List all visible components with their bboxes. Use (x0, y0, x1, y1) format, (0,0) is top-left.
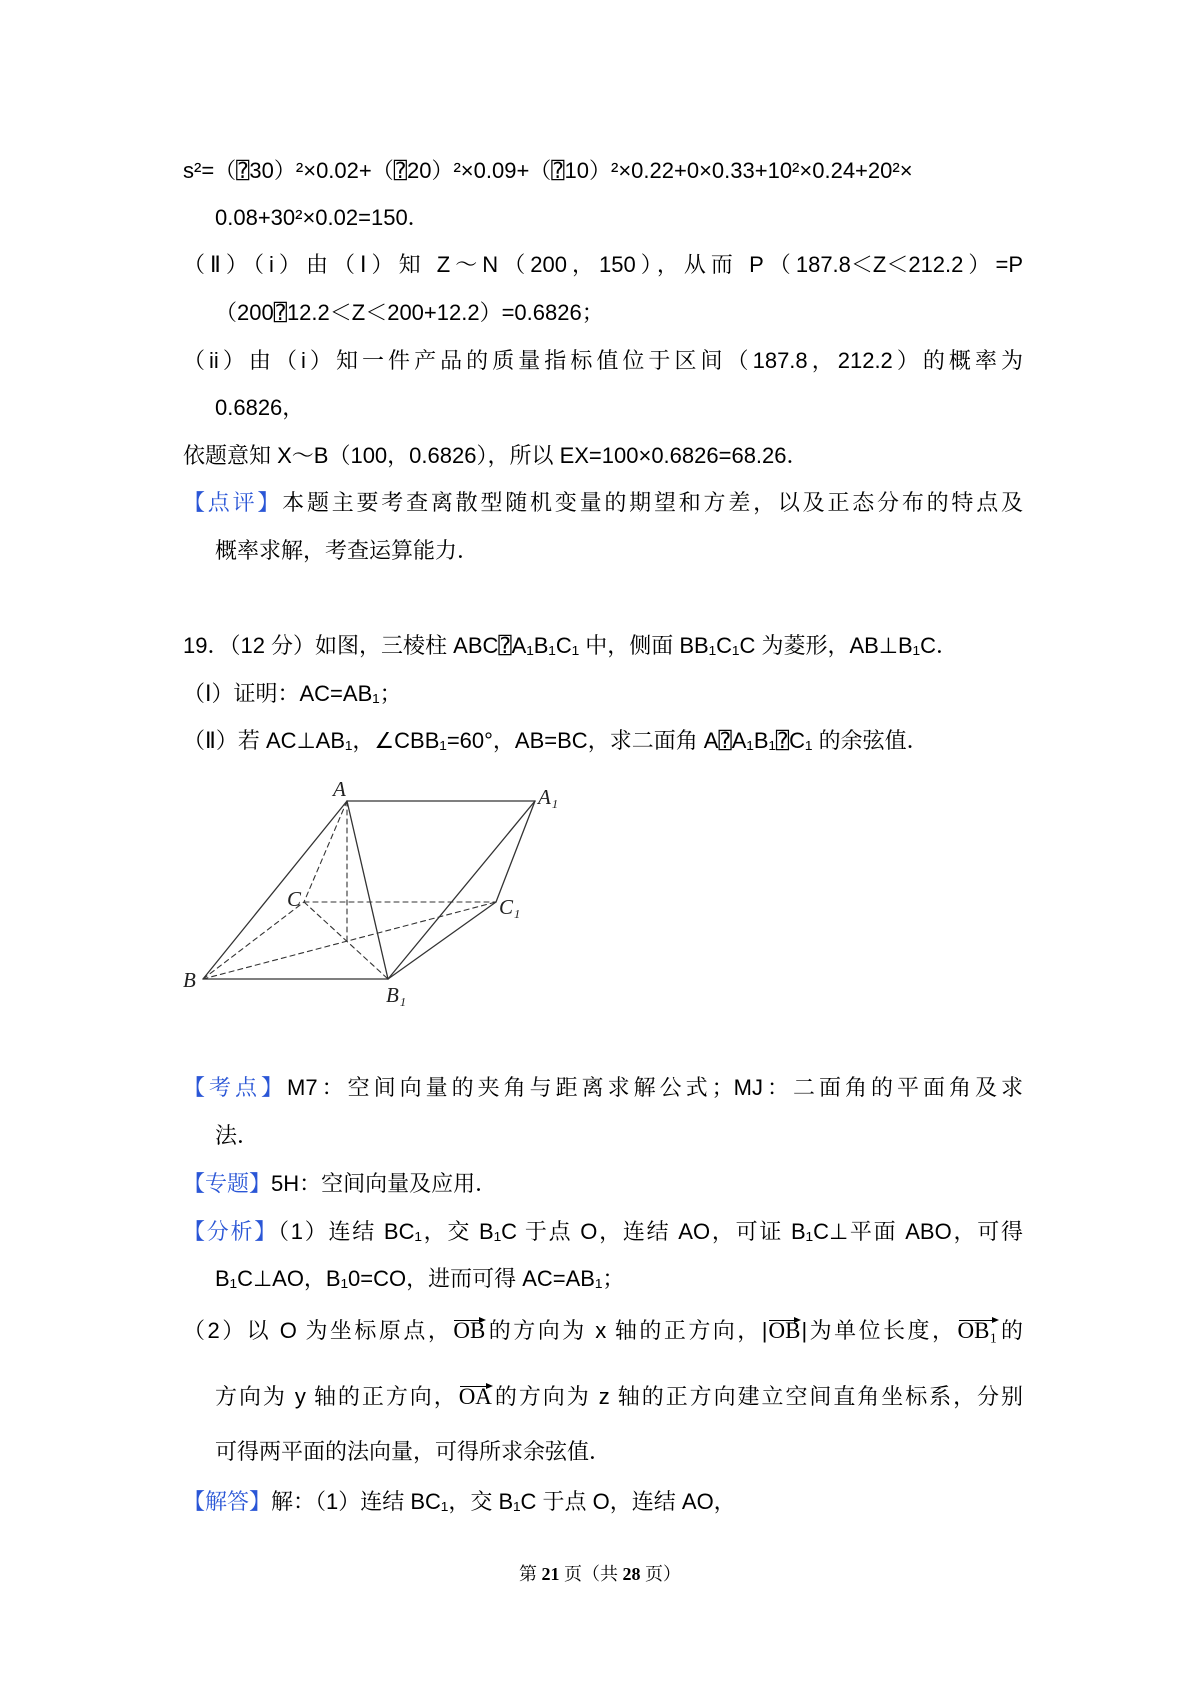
solution-text: 解：（1）连结 BC₁，交 B₁C 于点 O，连结 AO， (271, 1489, 736, 1514)
analysis-step2-line-1 (183, 1316, 1023, 1346)
edge-a-b1 (347, 801, 388, 979)
vector-ob1: OB₁ (957, 1318, 998, 1343)
analysis-line-1 (183, 1217, 1023, 1247)
triangular-prism-figure (160, 770, 590, 1020)
comment-line-2: 概率求解，考查运算能力． (215, 538, 480, 563)
analysis-step2-text: 方向为 y 轴的正方向， (215, 1384, 458, 1409)
comment-label: 【点评】 (183, 490, 283, 515)
vertex-label-a1: A₁ (538, 785, 559, 809)
hidden-diagonal-b-c1 (203, 902, 496, 979)
analysis-step2-text: （2）以 O 为坐标原点， (183, 1318, 453, 1343)
part2-i-line-2: （200⍰12.2＜Z＜200+12.2）=0.6826； (215, 300, 604, 325)
vertex-label-b: B (183, 968, 196, 992)
q19-stem: 19．（12 分）如图，三棱柱 ABC⍰A₁B₁C₁ 中，侧面 BB₁C₁C 为菱形，AB⊥B₁C． (183, 633, 958, 658)
topic-line (183, 1169, 497, 1199)
vertex-label-a: A (333, 777, 346, 801)
hidden-edge-b-c (203, 902, 304, 979)
footer-page-number: 21 (541, 1564, 560, 1584)
analysis-step1-text: （1）连结 BC₁，交 B₁C 于点 O，连结 AO，可证 B₁C⊥平面 ABO，可得 (278, 1219, 1023, 1244)
vector-ob: OB (453, 1318, 486, 1343)
part2-i-line-1: （Ⅱ）（i）由（Ⅰ）知 Z～N（200，150），从而 P（187.8＜Z＜212.2）=P (183, 252, 1023, 277)
key-points-text: M7：空间向量的夹角与距离求解公式；MJ：二面角的平面角及求 (287, 1075, 1023, 1100)
comment-text: 本题主要考查离散型随机变量的期望和方差，以及正态分布的特点及 (282, 490, 1023, 515)
vertex-label-b1: B₁ (386, 983, 407, 1007)
vertex-label-c: C (287, 887, 302, 911)
edge-a1-b1 (388, 801, 535, 979)
footer-suffix: 页） (640, 1564, 681, 1584)
vertex-label-c1: C₁ (499, 895, 521, 919)
key-points-label: 【考点】 (183, 1075, 288, 1100)
hidden-diagonal-c-b1 (304, 902, 388, 979)
analysis-step2-text: 的 (998, 1318, 1023, 1343)
vector-ob-magnitude: OB (768, 1318, 801, 1343)
q19-part-1: （Ⅰ）证明：AC=AB₁； (183, 681, 402, 706)
analysis-label: 【分析】 (183, 1219, 279, 1244)
expectation-line: 依题意知 X～B（100，0.6826），所以 EX=100×0.6826=68.26． (183, 443, 809, 468)
edge-a-b (203, 801, 347, 979)
analysis-step2-text: 的方向为 z 轴的正方向建立空间直角坐标系，分别 (492, 1384, 1023, 1409)
key-points-line-1 (183, 1073, 1023, 1103)
footer-middle: 页（共 (559, 1564, 623, 1584)
part2-ii-line-1: （ii）由（i）知一件产品的质量指标值位于区间（187.8，212.2）的概率为 (183, 348, 1023, 373)
solution-line-1 (183, 1487, 736, 1517)
analysis-step2-line-2 (215, 1382, 1023, 1412)
edge-a1-c1 (496, 801, 535, 902)
q19-part-2: （Ⅱ）若 AC⊥AB₁，∠CBB₁=60°，AB=BC，求二面角 A⍰A₁B₁⍰C₁ 的余弦值． (183, 728, 929, 753)
solution-label: 【解答】 (183, 1489, 272, 1514)
analysis-line-2: B₁C⊥AO，B₁0=CO，进而可得 AC=AB₁； (215, 1266, 625, 1291)
variance-formula-line-2: 0.08+30²×0.02=150． (215, 205, 430, 230)
analysis-step2-text: |为单位长度， (801, 1318, 957, 1343)
part2-ii-line-2: 0.6826， (215, 395, 305, 420)
footer-total-pages: 28 (622, 1564, 641, 1584)
topic-text: 5H：空间向量及应用． (271, 1171, 498, 1196)
footer-prefix: 第 (519, 1564, 542, 1584)
topic-label: 【专题】 (183, 1171, 272, 1196)
vector-oa: OA (458, 1384, 492, 1409)
analysis-step2-text: 的方向为 x 轴的正方向，| (486, 1318, 768, 1343)
page-footer (0, 1561, 1200, 1587)
hidden-edge-a-c (304, 801, 347, 902)
comment-line-1 (183, 488, 1023, 518)
variance-formula-line-1: s²=（⍰30）²×0.02+（⍰20）²×0.09+（⍰10）²×0.22+0×0.33+10²×0.24+20²× (183, 158, 913, 183)
analysis-step2-line-3: 可得两平面的法向量，可得所求余弦值． (215, 1439, 612, 1464)
key-points-line-2: 法． (215, 1123, 260, 1148)
